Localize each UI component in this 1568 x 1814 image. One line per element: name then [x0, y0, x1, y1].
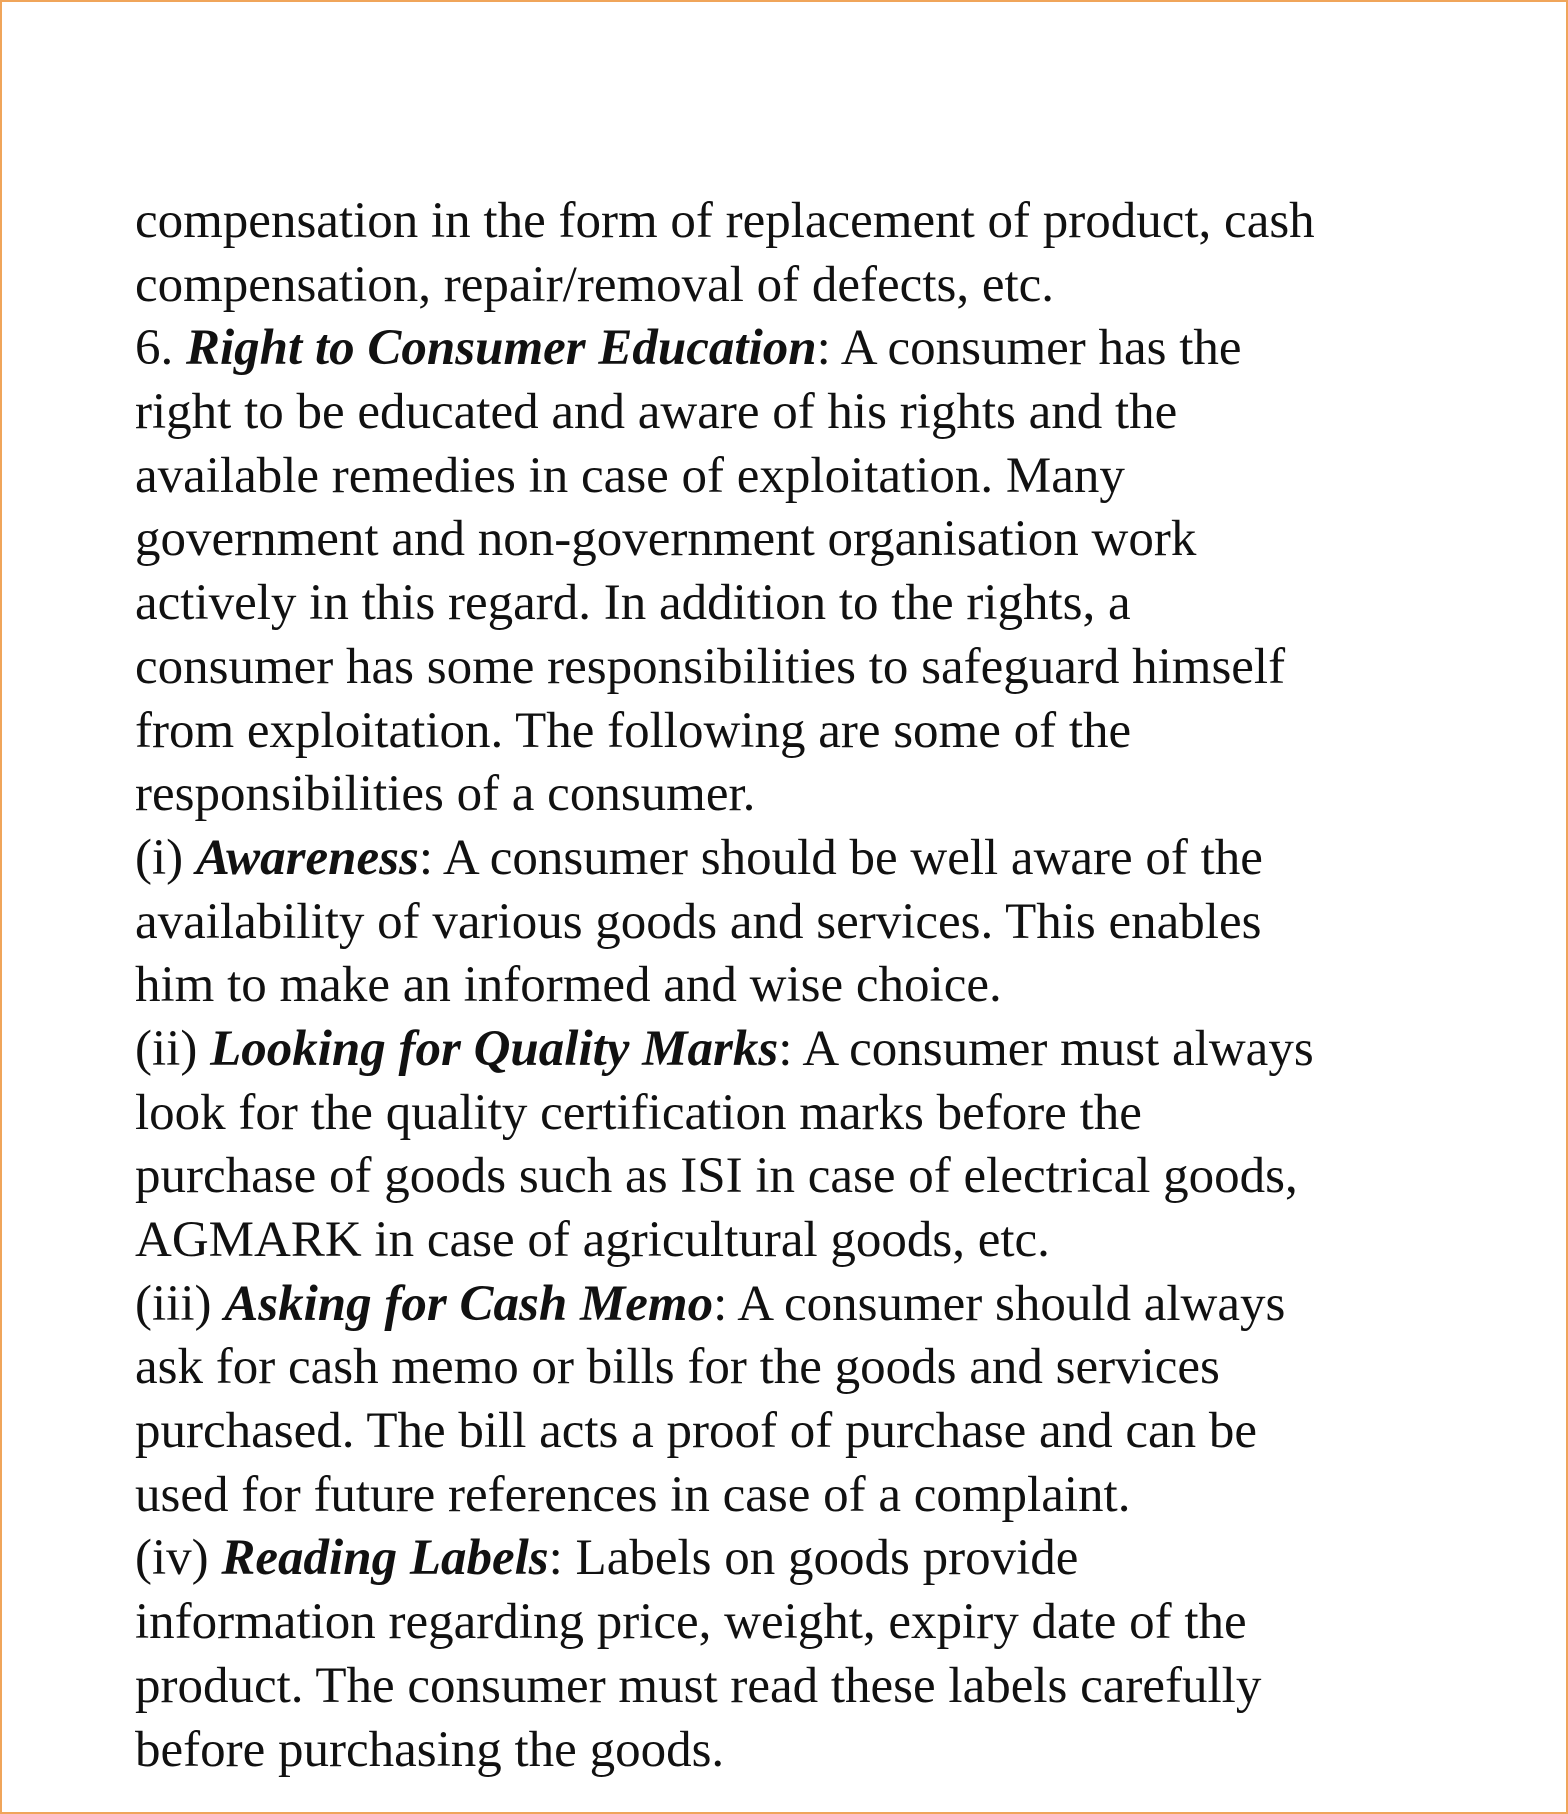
text-run: actively in this regard. In addition to the rights, a [135, 575, 1131, 632]
text-run: 6. [135, 320, 186, 377]
text-run: purchased. The bill acts a proof of purchase and can be [135, 1403, 1258, 1460]
text-line [135, 1719, 1495, 1783]
text-line [135, 1527, 1495, 1591]
text-line [135, 1209, 1495, 1273]
text-line [135, 954, 1495, 1018]
text-run: (ii) [135, 1020, 211, 1077]
text-line [135, 1400, 1495, 1464]
text-line [135, 1273, 1495, 1337]
text-line [135, 763, 1495, 827]
text-line [135, 1655, 1495, 1719]
text-run: him to make an informed and wise choice. [135, 957, 1002, 1014]
term-heading: Asking for Cash Memo [224, 1275, 714, 1332]
text-run: right to be educated and aware of his rights and the [135, 384, 1178, 441]
text-run: information regarding price, weight, expiry date of the [135, 1594, 1247, 1651]
text-line [135, 445, 1495, 509]
text-run: availability of various goods and services. This enables [135, 893, 1262, 950]
text-line [135, 1145, 1495, 1209]
text-run: before purchasing the goods. [135, 1721, 725, 1778]
term-heading: Right to Consumer Education [186, 320, 817, 377]
text-run: look for the quality certification marks before the [135, 1084, 1142, 1141]
text-line [135, 508, 1495, 572]
text-run: : A consumer has the [816, 320, 1242, 377]
text-run: compensation, repair/removal of defects, etc. [135, 256, 1055, 313]
text-run: from exploitation. The following are some of the [135, 702, 1132, 759]
text-run: purchase of goods such as ISI in case of electrical goods, [135, 1148, 1298, 1205]
text-line [135, 381, 1495, 445]
text-line [135, 891, 1495, 955]
term-heading: Awareness [195, 829, 419, 886]
text-line [135, 1336, 1495, 1400]
text-line [135, 827, 1495, 891]
text-run: government and non-government organisation work [135, 511, 1197, 568]
text-run: : A consumer should be well aware of the [418, 829, 1263, 886]
text-run: (i) [135, 829, 196, 886]
text-line [135, 190, 1495, 254]
text-run: : Labels on goods provide [548, 1530, 1079, 1587]
text-line [135, 1082, 1495, 1146]
text-run: available remedies in case of exploitation. Many [135, 447, 1125, 504]
text-run: (iv) [135, 1530, 222, 1587]
text-line [135, 572, 1495, 636]
text-run: : A consumer should always [713, 1275, 1286, 1332]
text-run: (iii) [135, 1275, 225, 1332]
text-run: product. The consumer must read these labels carefully [135, 1657, 1262, 1714]
text-run: responsibilities of a consumer. [135, 766, 756, 823]
text-line [135, 254, 1495, 318]
term-heading: Looking for Quality Marks [210, 1020, 779, 1077]
text-run: AGMARK in case of agricultural goods, etc. [135, 1212, 1050, 1268]
text-line [135, 1018, 1495, 1082]
term-heading: Reading Labels [221, 1530, 549, 1587]
text-line [135, 1464, 1495, 1528]
text-run: : A consumer must always [778, 1020, 1314, 1077]
text-run: ask for cash memo or bills for the goods and services [135, 1339, 1220, 1396]
text-line [135, 1591, 1495, 1655]
text-run: consumer has some responsibilities to safeguard himself [135, 638, 1286, 695]
text-line [135, 317, 1495, 381]
text-line [135, 700, 1495, 764]
text-line [135, 636, 1495, 700]
text-run: compensation in the form of replacement of product, cash [135, 193, 1315, 249]
text-run: used for future references in case of a complaint. [135, 1466, 1131, 1523]
body-text [135, 190, 1495, 1782]
